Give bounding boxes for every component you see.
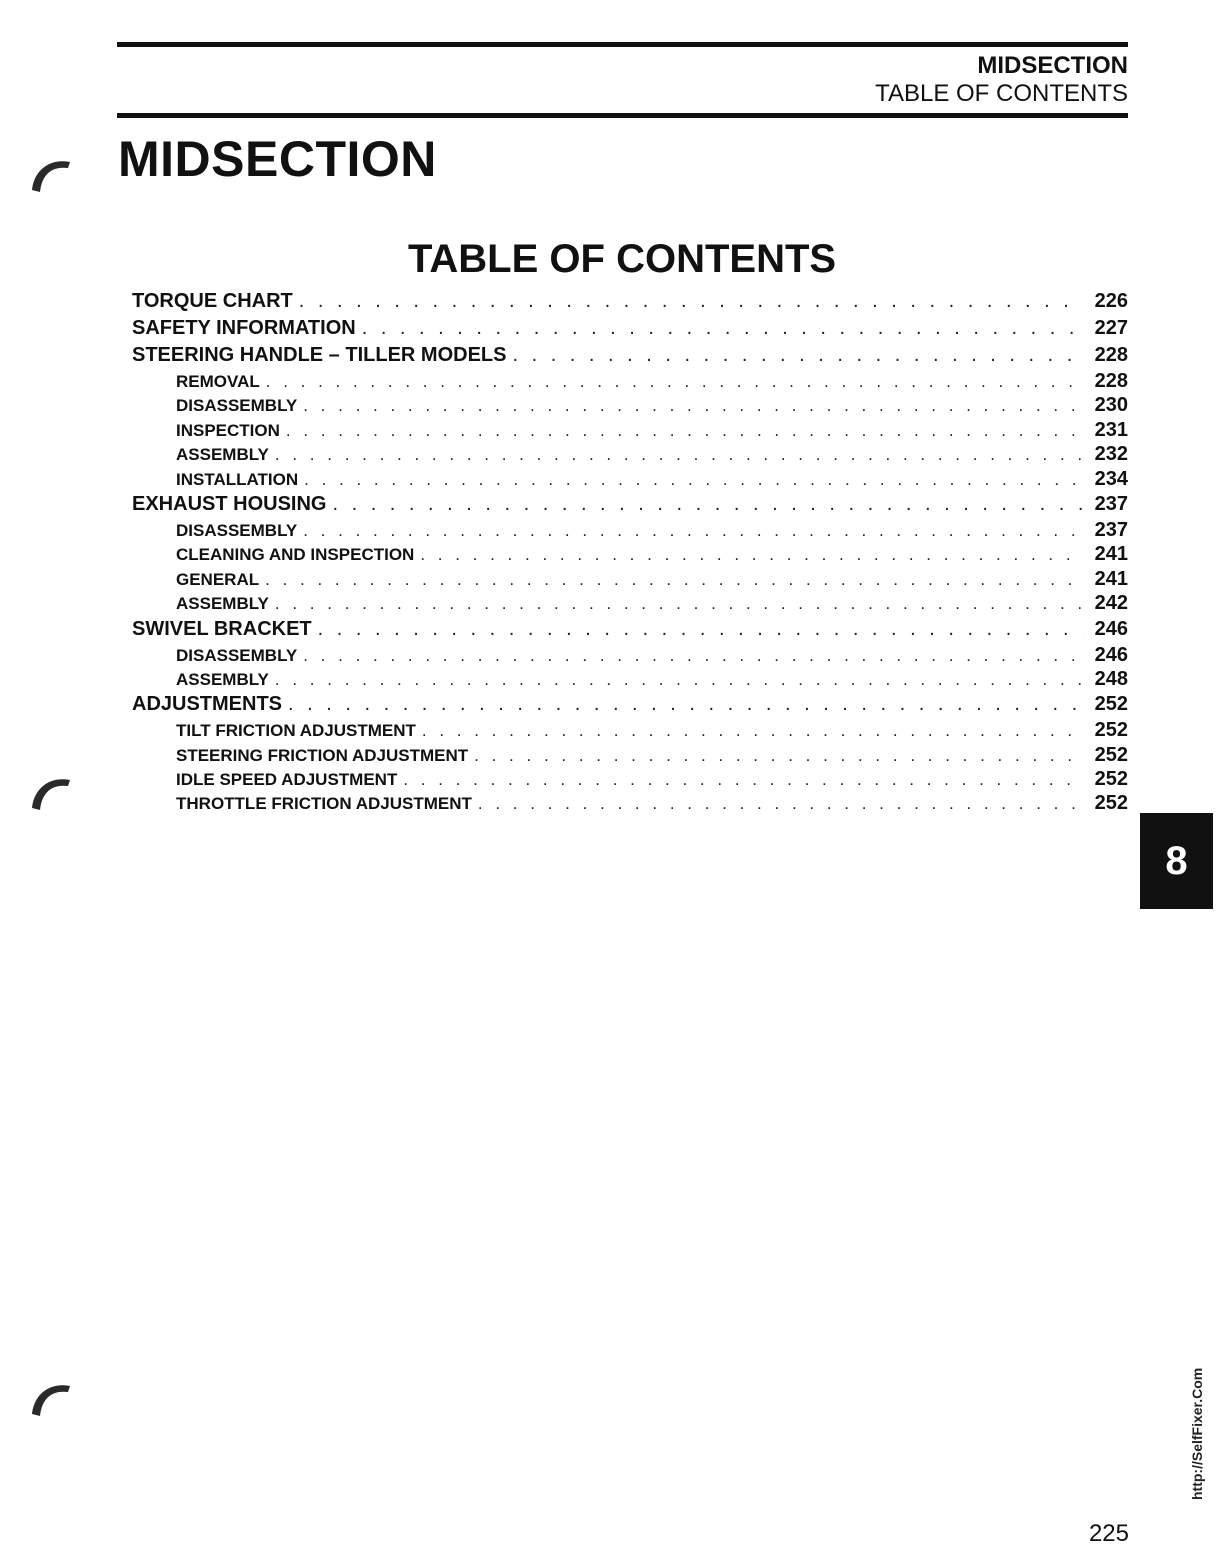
toc-dot-leader: [512, 342, 1084, 369]
toc-dot-leader: [266, 370, 1084, 394]
toc-entry-label: ASSEMBLY: [176, 445, 269, 465]
running-head-section: MIDSECTION: [977, 52, 1128, 79]
toc-entry-label: STEERING HANDLE – TILLER MODELS: [132, 344, 507, 366]
toc-entry[interactable]: [132, 616, 1128, 643]
toc-entry-label: REMOVAL: [176, 372, 260, 391]
toc-entry-page: 241: [1094, 543, 1128, 566]
section-tab: 8: [1140, 813, 1213, 909]
toc-entry-label: ASSEMBLY: [176, 594, 269, 614]
toc-entry-label: IDLE SPEED ADJUSTMENT: [176, 770, 398, 790]
toc-entry-label: SWIVEL BRACKET: [132, 617, 312, 640]
toc-entry-label: THROTTLE FRICTION ADJUSTMENT: [176, 794, 472, 814]
toc-dot-leader: [304, 468, 1084, 492]
toc-entry[interactable]: [132, 643, 1128, 667]
toc-entry-label: GENERAL: [176, 569, 260, 589]
toc-entry-label: INSPECTION: [176, 420, 280, 440]
toc-entry[interactable]: [132, 567, 1128, 591]
toc-dot-leader: [299, 288, 1084, 315]
toc-entry-label: STEERING FRICTION ADJUSTMENT: [176, 745, 469, 765]
toc-dot-leader: [332, 491, 1084, 518]
toc-dot-leader: [303, 394, 1084, 418]
toc-dot-leader: [422, 719, 1084, 743]
toc-dot-leader: [303, 644, 1084, 668]
toc-entry-page: 228: [1094, 344, 1128, 366]
toc-entry-label: DISASSEMBLY: [176, 645, 298, 665]
toc-entry[interactable]: [132, 369, 1128, 393]
toc-entry-page: 241: [1094, 567, 1128, 590]
running-head: [875, 52, 1128, 108]
toc-entry-label: DISASSEMBLY: [176, 520, 298, 540]
toc-dot-leader: [403, 768, 1084, 792]
toc-entry-page: 246: [1094, 617, 1128, 640]
toc-entry[interactable]: [132, 718, 1128, 742]
toc-entry-label: EXHAUST HOUSING: [132, 492, 327, 515]
toc-entry-page: 227: [1094, 317, 1128, 339]
toc-entry-page: 228: [1094, 370, 1128, 392]
toc-entry[interactable]: [132, 442, 1128, 466]
toc-entry[interactable]: [132, 315, 1128, 342]
toc-entry[interactable]: [132, 518, 1128, 542]
toc-heading: TABLE OF CONTENTS: [407, 237, 837, 281]
running-head-subtitle: TABLE OF CONTENTS: [875, 80, 1128, 107]
toc-entry-label: ASSEMBLY: [176, 669, 269, 689]
binder-punch-hole-icon: [22, 766, 82, 826]
toc-dot-leader: [275, 668, 1084, 692]
toc-dot-leader: [420, 543, 1084, 567]
binder-punch-hole-icon: [22, 148, 82, 208]
header-rule-top: [117, 42, 1128, 47]
toc-entry-label: DISASSEMBLY: [176, 396, 298, 416]
toc-entry-label: INSTALLATION: [176, 469, 299, 489]
toc-entry-page: 231: [1094, 418, 1128, 441]
toc-entry-label: ADJUSTMENTS: [132, 693, 283, 716]
toc-entry[interactable]: [132, 342, 1128, 369]
toc-entry-label: CLEANING AND INSPECTION: [176, 545, 415, 565]
toc-dot-leader: [288, 691, 1084, 718]
toc-entry-page: 252: [1094, 768, 1128, 791]
toc-entry-page: 246: [1094, 643, 1128, 666]
toc-entry-label: SAFETY INFORMATION: [132, 317, 356, 339]
toc-entry-page: 226: [1094, 290, 1128, 312]
toc-dot-leader: [362, 315, 1084, 342]
toc-entry[interactable]: [132, 491, 1128, 518]
toc-entry-page: 248: [1094, 667, 1128, 690]
page-title: MIDSECTION: [118, 131, 437, 187]
toc-entry[interactable]: [132, 393, 1128, 417]
toc-entry[interactable]: [132, 591, 1128, 615]
binder-punch-hole-icon: [22, 1372, 82, 1432]
toc-entry[interactable]: [132, 767, 1128, 791]
toc-entry[interactable]: [132, 542, 1128, 566]
toc-dot-leader: [275, 592, 1084, 616]
toc-dot-leader: [265, 568, 1084, 592]
toc-entry-page: 232: [1094, 443, 1128, 466]
toc-dot-leader: [286, 419, 1084, 443]
toc-entry-page: 252: [1094, 719, 1128, 742]
toc-entry-label: TORQUE CHART: [132, 290, 293, 312]
table-of-contents: [132, 288, 1128, 816]
toc-entry[interactable]: [132, 667, 1128, 691]
toc-entry-page: 230: [1094, 394, 1128, 417]
toc-entry[interactable]: [132, 791, 1128, 815]
toc-entry-page: 234: [1094, 467, 1128, 490]
toc-entry-page: 237: [1094, 518, 1128, 541]
toc-dot-leader: [275, 443, 1084, 467]
toc-entry[interactable]: [132, 418, 1128, 442]
toc-entry-page: 242: [1094, 592, 1128, 615]
toc-entry-page: 252: [1094, 792, 1128, 815]
toc-dot-leader: [474, 744, 1084, 768]
toc-dot-leader: [478, 792, 1084, 816]
toc-entry[interactable]: [132, 691, 1128, 718]
watermark: http://SelfFixer.Com: [1189, 1367, 1205, 1500]
toc-entry-page: 252: [1094, 693, 1128, 716]
toc-entry-page: 237: [1094, 492, 1128, 515]
toc-entry-page: 252: [1094, 743, 1128, 766]
toc-dot-leader: [318, 616, 1084, 643]
toc-dot-leader: [303, 519, 1084, 543]
page-number: 225: [1088, 1520, 1129, 1547]
toc-entry-label: TILT FRICTION ADJUSTMENT: [176, 721, 416, 741]
header-rule-bottom: [117, 113, 1128, 118]
toc-entry[interactable]: [132, 467, 1128, 491]
toc-entry[interactable]: [132, 743, 1128, 767]
toc-entry[interactable]: [132, 288, 1128, 315]
